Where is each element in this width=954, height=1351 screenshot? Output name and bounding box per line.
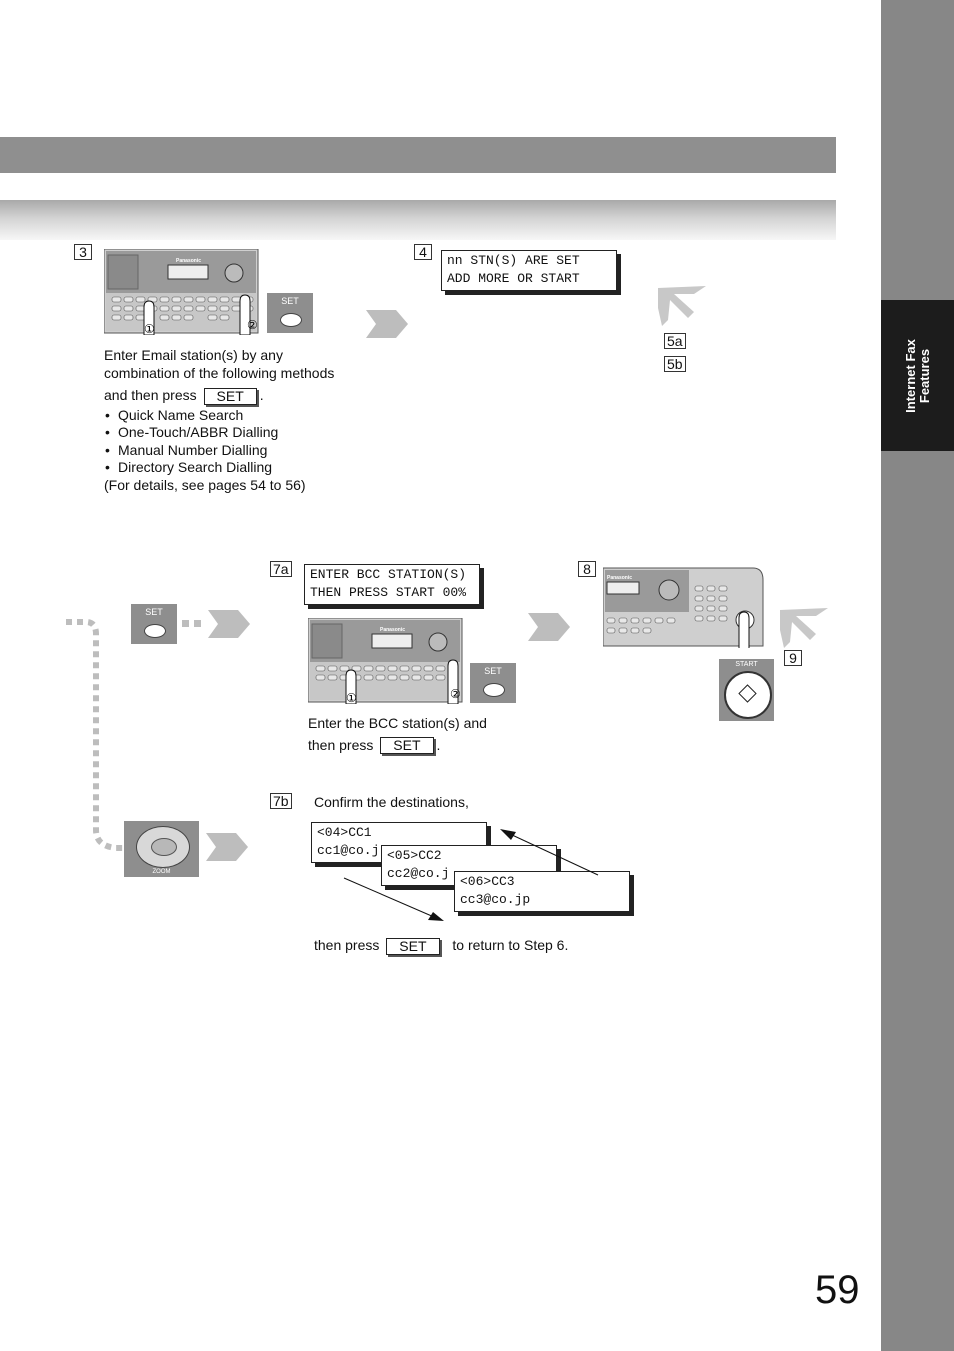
set-button-illustration	[470, 663, 516, 703]
lcd-line: cc1@co.j	[317, 843, 380, 858]
set-button-label: SET	[484, 666, 502, 676]
flow-arrow-icon	[206, 833, 252, 861]
list-item: • Directory Search Dialling	[104, 459, 374, 477]
section-tab-line1: Internet Fax	[902, 338, 918, 413]
marker-2: ②	[247, 318, 258, 332]
subheader-gradient-bar	[0, 200, 836, 240]
diamond-icon	[738, 684, 756, 702]
then-press-text: then press	[314, 937, 380, 953]
set-key: SET	[386, 938, 439, 955]
direction-pad-illustration	[124, 821, 199, 877]
step-9-number: 9	[784, 650, 802, 666]
lcd-line: cc3@co.jp	[460, 892, 531, 907]
lcd-display-step4	[441, 250, 617, 291]
set-button-label: SET	[145, 607, 163, 617]
branch-arrow-icon	[656, 284, 708, 326]
section-tab-label	[904, 339, 932, 413]
step-7a-then-press: then press SET .	[308, 736, 441, 754]
set-key-icon	[144, 624, 166, 638]
left-set-button-illustration	[131, 604, 177, 644]
lcd-line: <05>CC2	[387, 848, 442, 863]
zoom-label: ZOOM	[152, 869, 171, 875]
panel-brand: Panasonic	[176, 258, 202, 264]
step-7b-return-instruction	[314, 937, 614, 955]
set-key: SET	[380, 737, 433, 754]
side-margin-bar	[881, 0, 954, 1351]
start-button-illustration	[719, 659, 774, 721]
return-step-text: to return to Step 6.	[452, 937, 569, 953]
step-7a-instructions	[308, 715, 538, 754]
marker-2: ②	[450, 687, 461, 701]
details-reference: (For details, see pages 54 to 56)	[104, 476, 306, 493]
step-3-instructions	[104, 347, 374, 494]
lcd-display-step7a	[304, 564, 480, 605]
scroll-direction-arrows	[330, 820, 610, 930]
set-button-label: SET	[281, 296, 299, 306]
lcd-line: <06>CC3	[460, 874, 515, 889]
flow-arrow-icon	[528, 613, 572, 641]
then-press-text: and then press	[104, 387, 197, 403]
flow-arrow-icon	[366, 310, 410, 338]
lcd-line: cc2@co.j	[387, 866, 450, 881]
section-tab	[881, 300, 954, 451]
then-press-text: then press	[308, 736, 374, 753]
direction-pad-icon	[136, 826, 190, 868]
dialling-method-list	[104, 407, 374, 477]
branch-arrow-icon	[778, 606, 830, 648]
step-3-line2: combination of the following methods	[104, 364, 335, 381]
start-label: START	[735, 661, 758, 668]
page-number: 59	[815, 1268, 860, 1312]
list-item: • Quick Name Search	[104, 407, 374, 425]
step-7a-line1: Enter the BCC station(s) and	[308, 715, 487, 731]
set-key-icon	[280, 313, 302, 327]
step-3-number: 3	[74, 244, 92, 260]
list-item: • One-Touch/ABBR Dialling	[104, 424, 374, 442]
lcd-line: ENTER BCC STATION(S)	[310, 567, 467, 582]
lcd-line: THEN PRESS START 00%	[310, 585, 467, 600]
step-3-then-press: and then press SET .	[104, 387, 264, 404]
marker-1: ①	[144, 322, 155, 335]
set-button-illustration	[267, 293, 313, 333]
step-7b-text: Confirm the destinations,	[314, 794, 469, 810]
dotted-flow-arrow-icon	[180, 610, 252, 638]
step-4-number: 4	[414, 244, 432, 260]
step-5b-number: 5b	[664, 356, 686, 372]
lcd-line: ADD MORE OR START	[447, 271, 580, 286]
step-3-line1: Enter Email station(s) by any	[104, 347, 283, 363]
hand-pointer-icon	[739, 612, 749, 648]
set-key: SET	[204, 388, 257, 405]
header-bar	[0, 137, 836, 173]
section-tab-line2: Features	[916, 348, 932, 403]
step-5a-number: 5a	[664, 333, 686, 349]
control-panel-illustration	[308, 618, 464, 704]
start-key-icon	[724, 671, 772, 719]
lcd-line: nn STN(S) ARE SET	[447, 253, 580, 268]
panel-brand: Panasonic	[380, 627, 406, 633]
control-panel-right-illustration	[603, 566, 765, 648]
lcd-line: <04>CC1	[317, 825, 372, 840]
dotted-flow-path	[62, 610, 132, 860]
list-item: • Manual Number Dialling	[104, 442, 374, 460]
control-panel-illustration	[104, 249, 260, 335]
step-8-number: 8	[578, 561, 596, 577]
step-7b-number: 7b	[270, 793, 292, 809]
marker-1: ①	[346, 691, 357, 704]
panel-brand: Panasonic	[607, 575, 633, 581]
step-7a-number: 7a	[270, 561, 292, 577]
set-key-icon	[483, 683, 505, 697]
